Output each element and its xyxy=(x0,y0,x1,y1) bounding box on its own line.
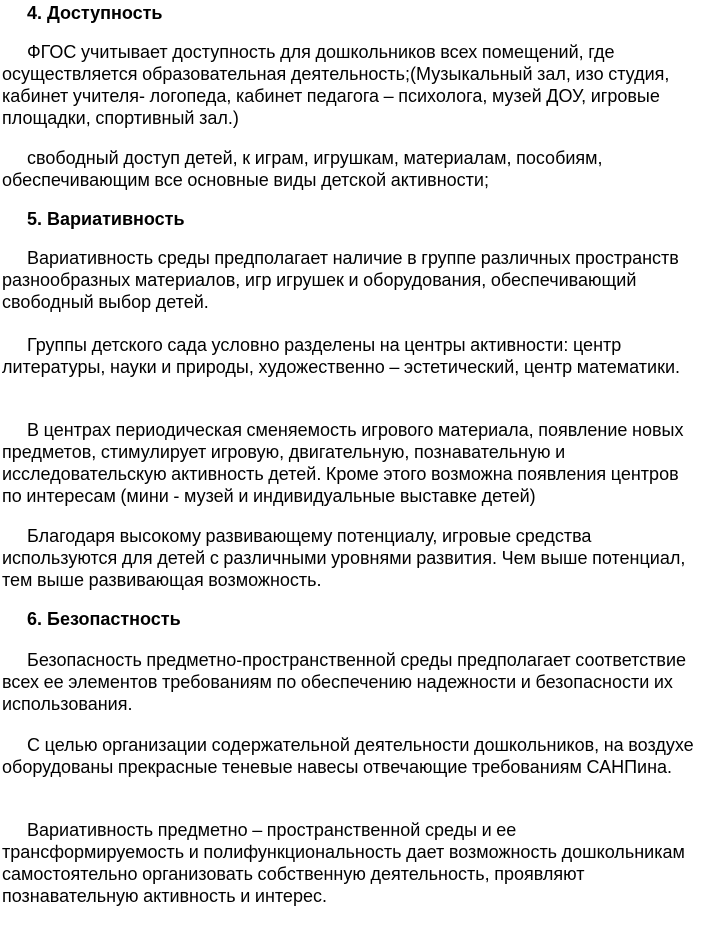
paragraph: В центрах периодическая сменяемость игрового материала, появление новых предметов, стимулирует игровую, двигательную, познавательную и исследовательскую активность детей. Кроме этого возможна появления центров по интересам (мини - музей и индивидуальные выставке детей) xyxy=(2,420,684,506)
paragraph: Благодаря высокому развивающему потенциалу, игровые средства используются для детей с различными уровнями развития. Чем выше потенциал, тем выше развивающая возможность. xyxy=(2,526,686,590)
section-heading: 6. Безопастность xyxy=(27,609,181,629)
paragraph: С целью организации содержательной деятельности дошкольников, на воздухе оборудованы прекрасные теневые навесы отвечающие требованиям САНПина. xyxy=(2,735,694,777)
paragraph: Группы детского сада условно разделены на центры активности: центр литературы, науки и природы, художественно – эстетический, центр математики. xyxy=(2,335,681,377)
section-heading: 4. Доступность xyxy=(27,3,163,23)
paragraph: свободный доступ детей, к играм, игрушкам, материалам, пособиям, обеспечивающим все основные виды детской активности; xyxy=(2,148,603,190)
paragraph: Безопасность предметно-пространственной среды предполагает соответствие всех ее элементов требованиям по обеспечению надежности и безопасности их использования. xyxy=(2,650,687,714)
paragraph: Вариативность предметно – пространственной среды и ее трансформируемость и полифункциональность дает возможность дошкольникам самостоятельно организовать собственную деятельность, проявляют познавательную активность и интерес. xyxy=(2,820,685,906)
paragraph: ФГОС учитывает доступность для дошкольников всех помещений, где осуществляется образовательная деятельность;(Музыкальный зал, изо студия, кабинет учителя- логопеда, кабинет педагога – психолога, музей ДОУ, игровые площадки, спортивный зал.) xyxy=(2,42,670,128)
section-heading: 5. Вариативность xyxy=(27,209,185,229)
paragraph: Вариативность среды предполагает наличие в группе различных пространств разнообразных материалов, игр игрушек и оборудования, обеспечивающий свободный выбор детей. xyxy=(2,248,679,312)
